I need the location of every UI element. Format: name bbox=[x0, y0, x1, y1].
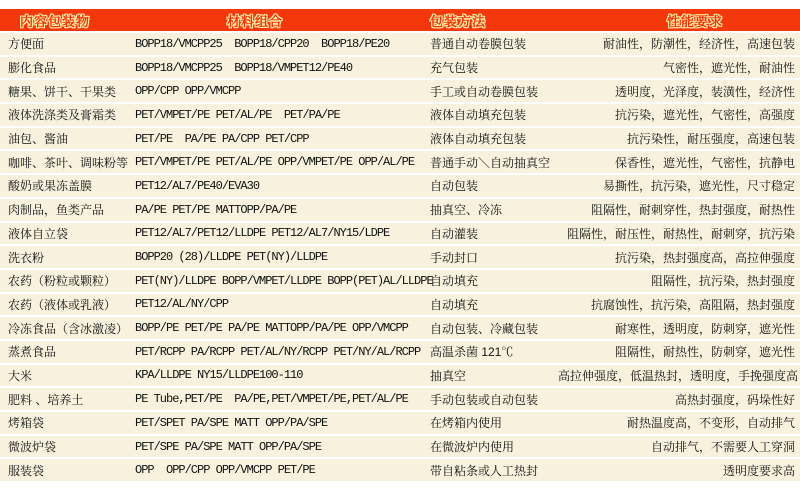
cell-content-item: 农药（粉粒或颗粒） bbox=[8, 274, 117, 289]
cell-content-item: 方便面 bbox=[8, 37, 45, 52]
cell-material-combination: PA/PE PET/PE MATTOPP/PA/PE bbox=[135, 202, 297, 217]
cell-content-item: 服装袋 bbox=[8, 463, 45, 478]
table-row bbox=[0, 436, 800, 460]
cell-performance-requirements: 阻隔性，耐热性，防刺穿，遮光性 bbox=[614, 345, 795, 360]
cell-packaging-method: 高温杀菌 121℃ bbox=[430, 345, 514, 360]
column-header-requirements: 性能要求 bbox=[666, 13, 723, 29]
table-row bbox=[0, 459, 800, 483]
table-row bbox=[0, 365, 800, 389]
cell-performance-requirements: 透明度要求高 bbox=[722, 463, 795, 478]
cell-performance-requirements: 气密性，遮光性，耐油性 bbox=[662, 61, 795, 76]
cell-material-combination: PET12/AL/NY/CPP bbox=[135, 297, 229, 312]
column-header-contents: 内容包装物 bbox=[20, 13, 91, 29]
cell-packaging-method: 抽真空、冷冻 bbox=[430, 203, 503, 218]
cell-content-item: 蒸煮食品 bbox=[8, 345, 57, 360]
cell-material-combination: PET/RCPP PA/RCPP PET/AL/NY/RCPP PET/NY/AL/RCPP bbox=[135, 344, 421, 359]
cell-packaging-method: 充气包装 bbox=[430, 61, 479, 76]
cell-material-combination: OPP/CPP OPP/VMCPP bbox=[135, 84, 241, 99]
cell-material-combination: PET(NY)/LLDPE BOPP/VMPET/LLDPE BOPP(PET)AL/LLDPE bbox=[135, 273, 433, 288]
cell-packaging-method: 普通自动卷膜包装 bbox=[430, 37, 527, 52]
cell-content-item: 液体洗涤类及膏霜类 bbox=[8, 108, 117, 123]
cell-packaging-method: 自动包装、冷藏包装 bbox=[430, 321, 539, 336]
table-row bbox=[0, 151, 800, 175]
cell-material-combination: PET12/AL7/PE40/EVA30 bbox=[135, 178, 260, 193]
cell-performance-requirements: 高拉伸强度，低温热封，透明度，手挽强度高 bbox=[558, 368, 799, 383]
cell-performance-requirements: 透明度，光泽度，装潢性，经济性 bbox=[614, 84, 795, 99]
cell-material-combination: BOPP18/VMCPP25 BOPP18/CPP20 BOPP18/PE20 bbox=[135, 36, 390, 51]
cell-packaging-method: 手工或自动卷膜包装 bbox=[430, 84, 539, 99]
table-body bbox=[0, 31, 800, 483]
cell-material-combination: PET/SPE PA/SPE MATT OPP/PA/SPE bbox=[135, 439, 322, 454]
cell-content-item: 肥料 、培养土 bbox=[8, 392, 84, 407]
table-row bbox=[0, 104, 800, 128]
cell-performance-requirements: 耐油性，防潮性，经济性，高速包装 bbox=[602, 37, 795, 52]
cell-content-item: 微波炉袋 bbox=[8, 440, 57, 455]
cell-packaging-method: 自动填充 bbox=[430, 297, 479, 312]
cell-performance-requirements: 易撕性，抗污染，遮光性，尺寸稳定 bbox=[602, 179, 795, 194]
cell-packaging-method: 带自粘条或人工热封 bbox=[430, 463, 539, 478]
cell-performance-requirements: 阻隔性，抗污染，热封强度 bbox=[650, 274, 795, 289]
cell-packaging-method: 在微波炉内使用 bbox=[430, 440, 515, 455]
cell-performance-requirements: 耐热温度高，不变形，自动排气 bbox=[626, 416, 795, 431]
table-row bbox=[0, 246, 800, 270]
cell-performance-requirements: 自动排气，不需要人工穿洞 bbox=[650, 440, 795, 455]
cell-material-combination: BOPP/PE PET/PE PA/PE MATTOPP/PA/PE OPP/VMCPP bbox=[135, 321, 408, 336]
cell-content-item: 膨化食品 bbox=[8, 61, 57, 76]
table-row bbox=[0, 33, 800, 57]
cell-packaging-method: 自动填充 bbox=[430, 274, 479, 289]
cell-packaging-method: 抽真空 bbox=[430, 368, 467, 383]
table-row bbox=[0, 128, 800, 152]
cell-content-item: 液体自立袋 bbox=[8, 226, 69, 241]
cell-packaging-method: 自动灌装 bbox=[430, 226, 479, 241]
table-row bbox=[0, 80, 800, 104]
cell-content-item: 肉制品，鱼类产品 bbox=[8, 203, 105, 218]
cell-performance-requirements: 阻隔性，耐压性，耐热性，耐刺穿，抗污染 bbox=[566, 226, 795, 241]
cell-content-item: 洗衣粉 bbox=[8, 250, 45, 265]
table-header-row bbox=[0, 9, 800, 31]
cell-packaging-method: 自动包装 bbox=[430, 179, 479, 194]
cell-content-item: 糖果、饼干、干果类 bbox=[8, 84, 117, 99]
cell-material-combination: PET/PE PA/PE PA/CPP PET/CPP bbox=[135, 131, 309, 146]
cell-packaging-method: 普通手动＼自动抽真空 bbox=[430, 155, 551, 170]
cell-material-combination: KPA/LLDPE NY15/LLDPE100-110 bbox=[135, 368, 303, 383]
cell-content-item: 咖啡、茶叶、调味粉等 bbox=[8, 155, 129, 170]
cell-content-item: 大米 bbox=[8, 368, 33, 383]
cell-content-item: 酸奶或果冻盖膜 bbox=[8, 179, 93, 194]
table-row bbox=[0, 341, 800, 365]
cell-performance-requirements: 耐寒性，透明度，防刺穿，遮光性 bbox=[614, 321, 795, 336]
cell-material-combination: BOPP18/VMCPP25 BOPP18/VMPET12/PE40 bbox=[135, 60, 353, 75]
cell-performance-requirements: 抗腐蚀性，抗污染，高阻隔，热封强度 bbox=[590, 297, 795, 312]
cell-content-item: 农药（液体或乳液） bbox=[8, 297, 117, 312]
cell-performance-requirements: 阻隔性，耐刺穿性，热封强度，耐热性 bbox=[590, 203, 795, 218]
cell-content-item: 烤箱袋 bbox=[8, 416, 45, 431]
table-row bbox=[0, 57, 800, 81]
cell-material-combination: PET12/AL7/PET12/LLDPE PET12/AL7/NY15/LDPE bbox=[135, 226, 390, 241]
cell-performance-requirements: 高热封强度，码垛性好 bbox=[674, 392, 795, 407]
cell-packaging-method: 在烤箱内使用 bbox=[430, 416, 503, 431]
cell-packaging-method: 手动封口 bbox=[430, 250, 479, 265]
cell-material-combination: PET/VMPET/PE PET/AL/PE OPP/VMPET/PE OPP/AL/PE bbox=[135, 155, 415, 170]
cell-performance-requirements: 抗污染，遮光性，气密性，高强度 bbox=[614, 108, 795, 123]
cell-material-combination: BOPP20 (28)/LLDPE PET(NY)/LLDPE bbox=[135, 250, 328, 265]
cell-material-combination: PET/SPET PA/SPE MATT OPP/PA/SPE bbox=[135, 415, 328, 430]
cell-performance-requirements: 保香性，遮光性，气密性，抗静电 bbox=[614, 155, 795, 170]
table-row bbox=[0, 317, 800, 341]
cell-performance-requirements: 抗污染性，耐压强度，高速包装 bbox=[626, 132, 795, 147]
table-row bbox=[0, 199, 800, 223]
cell-material-combination: PE Tube,PET/PE PA/PE,PET/VMPET/PE,PET/AL/PE bbox=[135, 392, 408, 407]
table-row bbox=[0, 412, 800, 436]
cell-material-combination: PET/VMPET/PE PET/AL/PE PET/PA/PE bbox=[135, 107, 340, 122]
table-row bbox=[0, 270, 800, 294]
cell-packaging-method: 液体自动填充包装 bbox=[430, 132, 527, 147]
table-row bbox=[0, 388, 800, 412]
cell-content-item: 冷冻食品（含冰激凌） bbox=[8, 321, 129, 336]
column-header-materials: 材料组合 bbox=[226, 13, 283, 29]
column-header-method: 包装方法 bbox=[430, 13, 487, 29]
cell-content-item: 油包、酱油 bbox=[8, 132, 69, 147]
table-row bbox=[0, 223, 800, 247]
cell-packaging-method: 液体自动填充包装 bbox=[430, 108, 527, 123]
table-row bbox=[0, 294, 800, 318]
cell-performance-requirements: 抗污染，热封强度高，高拉伸强度 bbox=[614, 250, 795, 265]
table-row bbox=[0, 175, 800, 199]
cell-packaging-method: 手动包装或自动包装 bbox=[430, 392, 539, 407]
cell-material-combination: OPP OPP/CPP OPP/VMCPP PET/PE bbox=[135, 463, 315, 478]
